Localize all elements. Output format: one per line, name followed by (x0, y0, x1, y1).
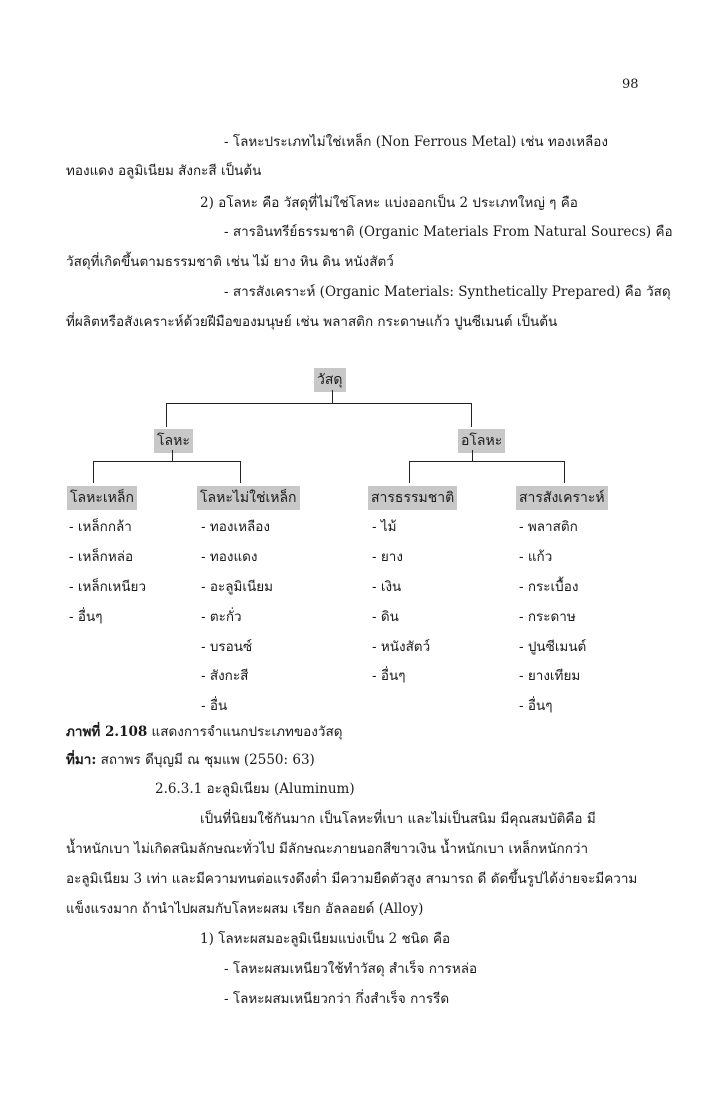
list-item: - ทองเหลือง (201, 519, 270, 535)
figure-source (66, 751, 315, 769)
paragraph-line-3: อะลูมิเนียม 3 เท่า และมีความทนต่อแรงดึงต่ำ มีความยืดตัวสูง สามารถ ดี ดัดขึ้นรูปได้ง่ายจะมีความ (66, 871, 638, 887)
list-item: - พลาสติก (519, 519, 578, 535)
caption-text: แสดงการจำแนกประเภทของวัสดุ (147, 724, 343, 740)
list-item: - ดิน (372, 609, 399, 625)
figure-caption (66, 723, 342, 741)
list-line-3: - โลหะผสมเหนียวกว่า กึ่งสำเร็จ การรีด (224, 991, 450, 1007)
metal-connector (166, 403, 167, 427)
section-heading: 2.6.3.1 อะลูมิเนียม (Aluminum) (155, 781, 355, 797)
natural-connector (409, 461, 410, 483)
paragraph-line-4: แข็งแรงมาก ถ้านำไปผสมกับโลหะผสม เรียก อัลลอยด์ (Alloy) (66, 901, 424, 917)
list-item: - อื่นๆ (69, 609, 103, 625)
paragraph-line-1: เป็นที่นิยมใช้กันมาก เป็นโลหะที่เบา และไม่เป็นสนิม มีคุณสมบัติคือ มี (200, 811, 596, 827)
caption-label: ภาพที่ 2.108 (66, 724, 148, 740)
list-item: - ทองแดง (201, 549, 258, 565)
node-nonmetal: อโลหะ (458, 429, 505, 453)
intro-line-4: - สารอินทรีย์ธรรมชาติ (Organic Materials From Natural Sourecs) คือ (224, 224, 673, 240)
list-item: - ไม้ (372, 519, 397, 535)
list-item: - เงิน (372, 579, 402, 595)
list-item: - แก้ว (519, 549, 553, 565)
nonferrous-connector (240, 461, 241, 483)
list-item: - อื่นๆ (372, 668, 406, 684)
list-item: - กระดาษ (519, 609, 576, 625)
intro-line-2: ทองแดง อลูมิเนียม สังกะสี เป็นต้น (66, 163, 262, 179)
list-item: - อื่น (201, 698, 228, 714)
list-item: - บรอนซ์ (201, 639, 253, 655)
list-item: - เหล็กเหนียว (69, 579, 147, 595)
group-natural: สารธรรมชาติ (368, 486, 457, 510)
intro-line-5: วัสดุที่เกิดขึ้นตามธรรมชาติ เช่น ไม้ ยาง หิน ดิน หนังสัตว์ (66, 254, 394, 270)
list-item: - ตะกั่ว (201, 609, 242, 625)
list-item: - กระเบื้อง (519, 579, 579, 595)
synthetic-connector (564, 461, 565, 483)
level1-bar (166, 403, 472, 404)
group-synthetic: สารสังเคราะห์ (516, 486, 608, 510)
metal-bar (93, 461, 240, 462)
diagram-root: วัสดุ (314, 368, 346, 392)
list-item: - ปูนซีเมนต์ (519, 639, 587, 655)
intro-line-7: ที่ผลิตหรือสังเคราะห์ด้วยฝีมือของมนุษย์ เช่น พลาสติก กระดาษแก้ว ปูนซีเมนต์ เป็นต้น (66, 314, 558, 330)
group-nonferrous: โลหะไม่ใช่เหล็ก (197, 486, 300, 510)
list-item: - ยางเทียม (519, 668, 581, 684)
list-item: - หนังสัตว์ (372, 639, 431, 655)
intro-line-3: 2) อโลหะ คือ วัสดุที่ไม่ใช่โลหะ แบ่งออกเป็น 2 ประเภทใหญ่ ๆ คือ (200, 195, 578, 211)
page-number: 98 (622, 77, 639, 92)
node-metal: โลหะ (154, 429, 193, 453)
list-item: - อะลูมิเนียม (201, 579, 274, 595)
nonmetal-bar (409, 461, 565, 462)
list-item: - อื่นๆ (519, 698, 553, 714)
list-line-1: 1) โลหะผสมอะลูมิเนียมแบ่งเป็น 2 ชนิด คือ (200, 931, 451, 947)
nonmetal-connector (471, 403, 472, 427)
list-line-2: - โลหะผสมเหนียวใช้ทำวัสดุ สำเร็จ การหล่อ (224, 961, 478, 977)
list-item: - ยาง (372, 549, 403, 565)
list-item: - เหล็กกล้า (69, 519, 132, 535)
root-connector (332, 390, 333, 404)
ferrous-connector (93, 461, 94, 483)
group-ferrous: โลหะเหล็ก (67, 486, 137, 510)
list-item: - เหล็กหล่อ (69, 549, 134, 565)
list-item: - สังกะสี (201, 668, 249, 684)
intro-line-6: - สารสังเคราะห์ (Organic Materials: Synthetically Prepared) คือ วัสดุ (224, 284, 671, 300)
source-text: สถาพร ดีบุญมี ณ ชุมแพ (2550: 63) (96, 752, 315, 768)
source-label: ที่มา: (66, 752, 97, 768)
paragraph-line-2: น้ำหนักเบา ไม่เกิดสนิมลักษณะทั่วไป มีลักษณะภายนอกสีขาวเงิน น้ำหนักเบา เหล็กหนักกว่า (66, 841, 589, 857)
intro-line-1: - โลหะประเภทไม่ใช่เหล็ก (Non Ferrous Metal) เช่น ทองเหลือง (224, 134, 609, 150)
